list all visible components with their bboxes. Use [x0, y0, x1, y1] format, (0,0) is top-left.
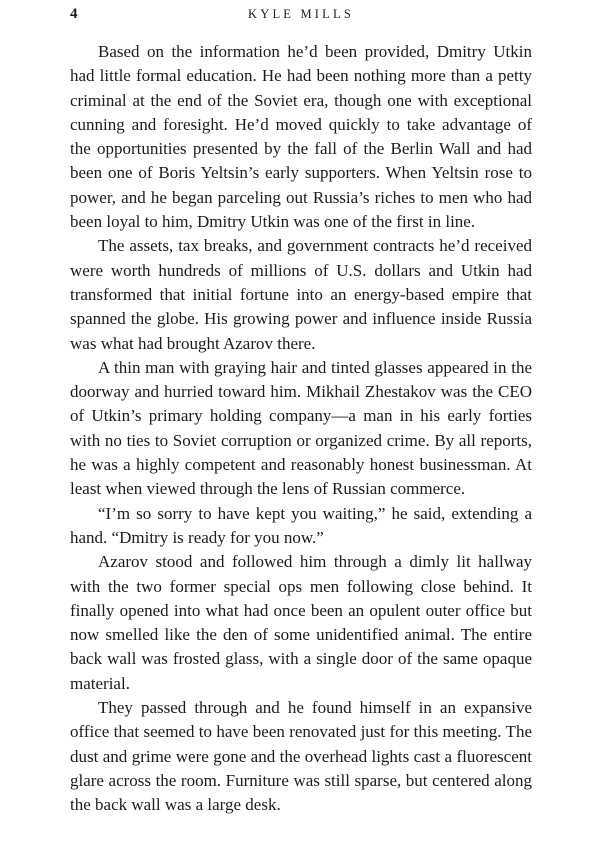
paragraph: Based on the information he’d been provided, Dmitry Utkin had little formal education. He had been nothing more than a petty criminal at the end of the Soviet era, though one with exceptional cunning and foresight. He’d moved quickly to take advantage of the opportunities presented by the fall of the Berlin Wall and had been one of Boris Yeltsin’s early supporters. When Yeltsin rose to power, and he began parceling out Russia’s riches to men who had been loyal to him, Dmitry Utkin was one of the first in line.	[70, 42, 532, 232]
paragraph: Azarov stood and followed him through a dimly lit hallway with the two former special ops men following close behind. It finally opened into what had once been an opulent outer office but now smelled like the den of some unidentified animal. The entire back wall was frosted glass, with a single door of the same opaque material.	[70, 552, 532, 693]
running-head	[70, 6, 532, 28]
running-title: KYLE MILLS	[248, 7, 354, 21]
paragraph: “I’m so sorry to have kept you waiting,” he said, extending a hand. “Dmitry is ready for you now.”	[70, 503, 532, 547]
paragraph: They passed through and he found himself in an expansive office that seemed to have been renovated just for this meeting. The dust and grime were gone and the overhead lights cast a fluorescent glare across the room. Furniture was still sparse, but centered along the back wall was a large desk.	[70, 698, 532, 815]
body-text	[70, 40, 532, 818]
page-number: 4	[70, 6, 78, 22]
paragraph: The assets, tax breaks, and government contracts he’d received were worth hundreds of millions of U.S. dollars and Utkin had transformed that initial fortune into an energy-based empire that spanned the globe. His growing power and influence inside Russia was what had brought Azarov there.	[70, 236, 532, 353]
paragraph: A thin man with graying hair and tinted glasses appeared in the doorway and hurried toward him. Mikhail Zhestakov was the CEO of Utkin’s primary holding company—a man in his early forties with no ties to Soviet corruption or organized crime. By all reports, he was a highly competent and reasonably honest businessman. At least when viewed through the lens of Russian commerce.	[70, 357, 532, 499]
